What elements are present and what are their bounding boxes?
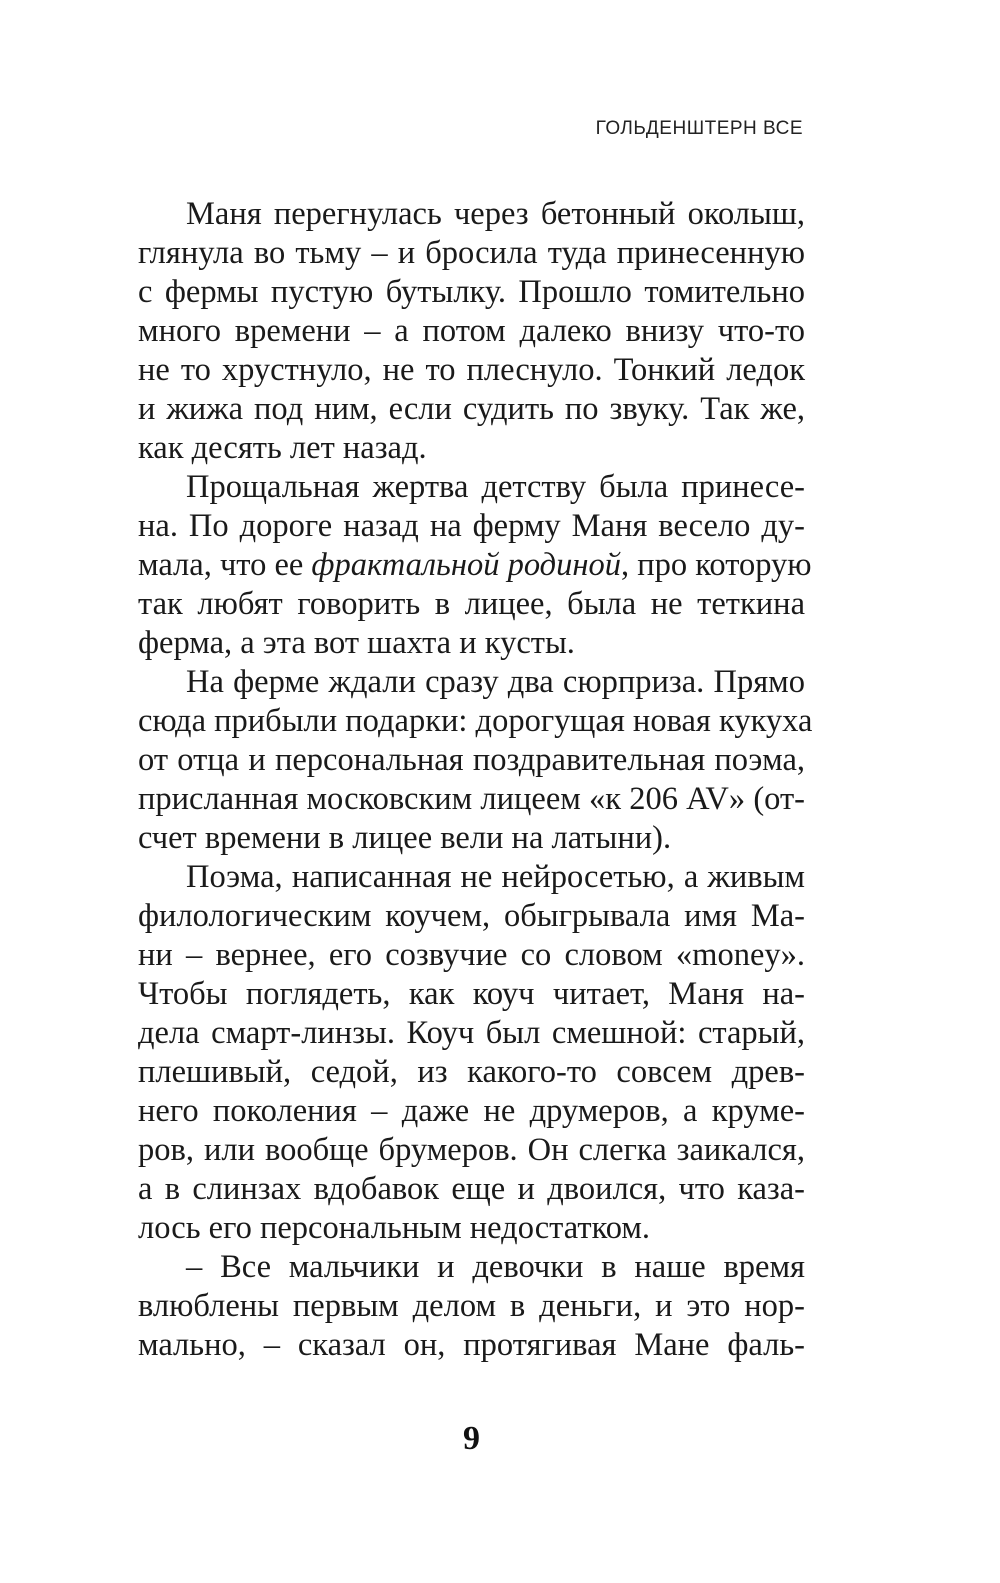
text-line: лось его персональным недостатком.	[138, 1210, 651, 1246]
text-line: от отца и персональная поздравительная поэма,	[138, 742, 805, 778]
text-line: Прощальная жертва детству была принесе-	[186, 469, 805, 505]
text-line-with-italic	[138, 546, 812, 585]
text-line: и жижа под ним, если судить по звуку. Так же,	[138, 391, 805, 427]
text-line: Маня перегнулась через бетонный околыш,	[186, 196, 805, 232]
running-header: ГОЛЬДЕНШТЕРН ВСЕ	[595, 118, 803, 139]
text-line: На ферме ждали сразу два сюрприза. Прямо	[186, 664, 805, 700]
text-line: счет времени в лицее вели на латыни).	[138, 820, 672, 856]
italic-term: фрактальной родиной	[311, 547, 621, 583]
text-line: так любят говорить в лицее, была не теткина	[138, 586, 805, 622]
text-line: присланная московским лицеем «к 206 AV» (от-	[138, 781, 805, 817]
text-line: глянула во тьму – и бросила туда принесенную	[138, 235, 805, 271]
text-line: него поколения – даже не друмеров, а круме-	[138, 1093, 805, 1129]
text-line: ни – вернее, его созвучие со словом «money».	[138, 937, 805, 973]
text-line: как десять лет назад.	[138, 430, 427, 466]
text-line: филологическим коучем, обыгрывала имя Ма-	[138, 898, 805, 934]
page-number: 9	[463, 1420, 480, 1457]
text-line: мально, – сказал он, протягивая Мане фаль-	[138, 1327, 805, 1363]
text-segment: мала, что ее	[138, 547, 312, 583]
body-text	[138, 195, 813, 1365]
text-line: не то хрустнуло, не то плеснуло. Тонкий ледок	[138, 352, 805, 388]
text-line: на. По дороге назад на ферму Маня весело ду-	[138, 508, 805, 544]
text-line: ров, или вообще брумеров. Он слегка заикался,	[138, 1132, 805, 1168]
text-line: Поэма, написанная не нейросетью, а живым	[186, 859, 805, 895]
text-segment: , про которую	[620, 547, 812, 583]
text-line: – Все мальчики и девочки в наше время	[186, 1249, 805, 1285]
text-line: с фермы пустую бутылку. Прошло томительно	[138, 274, 805, 310]
text-line: а в слинзах вдобавок еще и двоился, что каза-	[138, 1171, 805, 1207]
text-line: влюблены первым делом в деньги, и это нор-	[138, 1288, 805, 1324]
text-line: плешивый, седой, из какого-то совсем древ-	[138, 1054, 805, 1090]
text-line: ферма, а эта вот шахта и кусты.	[138, 625, 575, 661]
text-line: много времени – а потом далеко внизу что-то	[138, 313, 805, 349]
text-line: дела смарт-линзы. Коуч был смешной: старый,	[138, 1015, 805, 1051]
text-line: сюда прибыли подарки: дорогущая новая кукуха	[138, 703, 813, 739]
text-line: Чтобы поглядеть, как коуч читает, Маня на-	[138, 976, 805, 1012]
